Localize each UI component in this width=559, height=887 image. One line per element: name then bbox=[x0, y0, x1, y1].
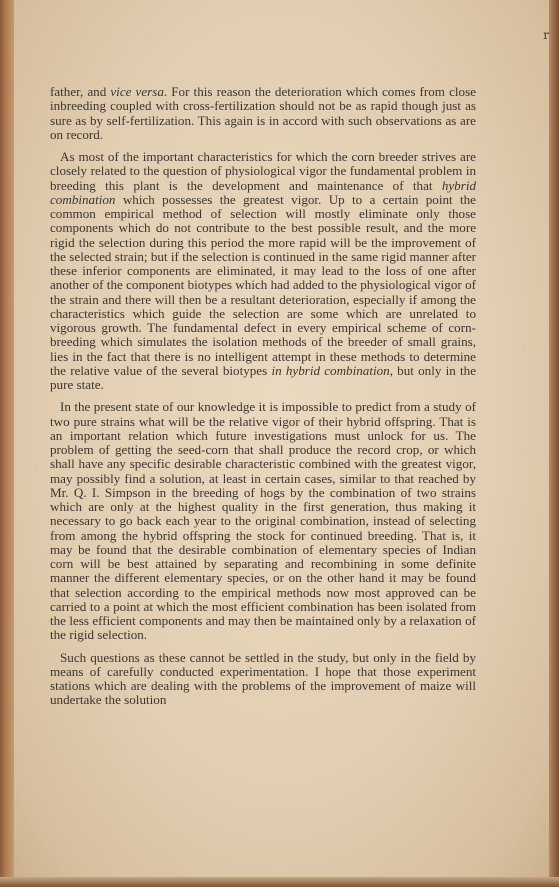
paragraph-1 bbox=[50, 85, 476, 142]
paragraph-4 bbox=[50, 651, 476, 708]
text-run: In the present state of our knowledge it is impossible to predict from a study of two pure strains what will be the relative vigor of their hybrid offspring. That is an important relation which future investigations must unlock for us. The problem of getting the seed-corn that shall produce the record crop, or which shall have any specific desirable characteristic combined with the greatest vigor, may possibly find a solution, at least in certain cases, similar to that reached by Mr. Q. I. Simpson in the breeding of hogs by the combination of two strains which are only at the highest quality in the first generation, thus making it necessary to go back each year to the original combination, instead of selecting from among the hybrid offspring the stock for continued breeding. That is, it may be found that the desirable combination of elementary species of Indian corn will be best attained by separating and recombining in some definite manner the different elementary species, or on the other hand it may be found that selection according to the empirical methods now most approved can be carried to a point at which the most efficient combination has been isolated from the less efficient components and may then be maintained only by a relaxation of the rigid selection. bbox=[50, 399, 476, 643]
margin-mark: r bbox=[543, 28, 549, 42]
body-text bbox=[50, 85, 476, 716]
text-run: which possesses the greatest vigor. Up to a certain point the common empirical method of selection will mostly eliminate only those components which do not contribute to the best possible result, and the more rigid the selection during this period the more rapid will be the improvement of the selected strain; but if the selection is continued in the same rigid manner after these inferior components are eliminated, it may lead to the loss of one after another of the component biotypes which had added to the physiological vigor of the strain and there will then be a resultant deterioration, especially if among the characteristics which guide the selection are some which are unrelated to vigorous growth. The fundamental defect in every empirical scheme of corn-breeding which simulates the isolation methods of the breeder of small grains, lies in the fact that there is no intelligent attempt in these methods to determine the relative value of the several biotypes bbox=[50, 191, 476, 378]
text-run: . For this reason the deterioration which comes from close inbreeding coupled with cross-fertilization should not be as rapid though just as sure as by self-fertilization. This again is in accord with such observations as are on record. bbox=[50, 84, 476, 142]
text-run: As most of the important characteristics for which the corn breeder strives are closely related to the question of physiological vigor the fundamental problem in breeding this plant is the development and maintenance of that bbox=[50, 149, 476, 193]
paragraph-3 bbox=[50, 400, 476, 642]
italic-run: hybrid combination bbox=[50, 177, 476, 207]
page-right-edge bbox=[549, 0, 559, 887]
text-run: , but only in the pure state. bbox=[50, 362, 477, 392]
paragraph-2 bbox=[50, 150, 476, 392]
italic-run: in hybrid combination bbox=[271, 362, 390, 378]
page-bottom-edge bbox=[0, 877, 559, 887]
text-run: Such questions as these cannot be settled in the study, but only in the field by means of carefully conducted experimentation. I hope that those experiment stations which are dealing with the problems of the improvement of maize will undertake the solution bbox=[50, 649, 476, 708]
text-run: father, and bbox=[50, 84, 111, 99]
italic-run: vice versa bbox=[110, 84, 164, 99]
page-left-edge bbox=[0, 0, 14, 887]
